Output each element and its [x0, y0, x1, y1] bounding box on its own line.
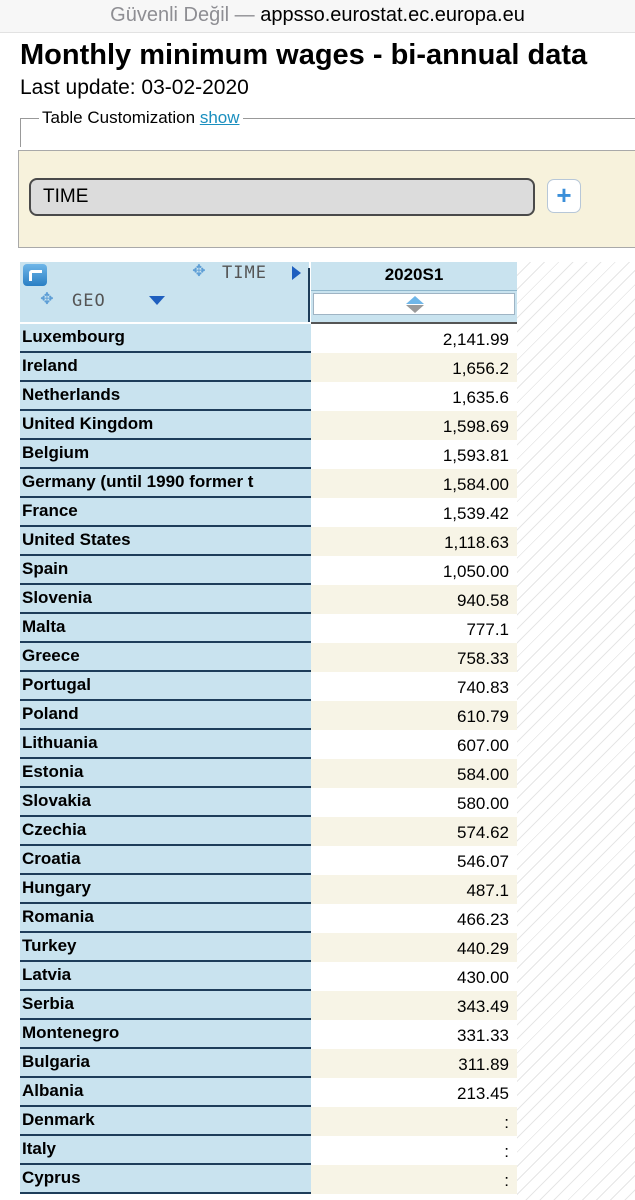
row-value-cell: 311.89 [311, 1049, 517, 1078]
table-header-dimensions [20, 262, 309, 322]
row-value-cell: : [311, 1136, 517, 1165]
row-country-label[interactable]: France [20, 498, 311, 527]
row-country-label[interactable]: Italy [20, 1136, 311, 1165]
table-row [20, 875, 517, 904]
table-row [20, 527, 517, 556]
table-row [20, 498, 517, 527]
move-time-icon[interactable]: ✥ [192, 263, 206, 280]
row-country-label[interactable]: Slovenia [20, 585, 311, 614]
header-divider [308, 268, 310, 322]
row-value-cell: 487.1 [311, 875, 517, 904]
geo-dropdown-arrow-icon[interactable] [149, 296, 165, 305]
row-value-cell: 1,584.00 [311, 469, 517, 498]
row-value-cell: 940.58 [311, 585, 517, 614]
move-geo-icon[interactable]: ✥ [40, 291, 54, 308]
show-customization-link[interactable]: show [199, 108, 240, 127]
table-customization-legend [39, 108, 243, 128]
row-country-label[interactable]: Latvia [20, 962, 311, 991]
expand-time-arrow-icon[interactable] [292, 266, 301, 280]
last-update: Last update: 03-02-2020 [20, 76, 249, 99]
table-row [20, 411, 517, 440]
row-value-cell: 574.62 [311, 817, 517, 846]
row-country-label[interactable]: United States [20, 527, 311, 556]
row-value-cell: 610.79 [311, 701, 517, 730]
row-value-cell: 584.00 [311, 759, 517, 788]
table-row [20, 1165, 517, 1194]
table-row [20, 382, 517, 411]
row-country-label[interactable]: United Kingdom [20, 411, 311, 440]
table-row [20, 556, 517, 585]
row-value-cell: 546.07 [311, 846, 517, 875]
dimension-area [18, 150, 635, 248]
row-country-label[interactable]: Greece [20, 643, 311, 672]
table-row [20, 1049, 517, 1078]
row-value-cell: 1,118.63 [311, 527, 517, 556]
row-country-label[interactable]: Cyprus [20, 1165, 311, 1194]
row-value-cell: 331.33 [311, 1020, 517, 1049]
table-row [20, 1020, 517, 1049]
row-country-label[interactable]: Serbia [20, 991, 311, 1020]
row-country-label[interactable]: Estonia [20, 759, 311, 788]
row-value-cell: : [311, 1165, 517, 1194]
row-value-cell: 1,539.42 [311, 498, 517, 527]
table-row [20, 904, 517, 933]
row-value-cell: 1,050.00 [311, 556, 517, 585]
row-value-cell: 740.83 [311, 672, 517, 701]
table-row [20, 353, 517, 382]
row-country-label[interactable]: Bulgaria [20, 1049, 311, 1078]
sort-control[interactable] [313, 293, 515, 315]
row-value-cell: : [311, 1107, 517, 1136]
row-country-label[interactable]: Romania [20, 904, 311, 933]
geo-dimension-label: GEO [72, 291, 106, 311]
row-value-cell: 1,656.2 [311, 353, 517, 382]
sort-descending-icon[interactable] [406, 305, 424, 313]
row-value-cell: 2,141.99 [311, 324, 517, 353]
row-value-cell: 343.49 [311, 991, 517, 1020]
table-row [20, 614, 517, 643]
column-header-2020s1 [311, 262, 517, 322]
table-row [20, 788, 517, 817]
row-value-cell: 213.45 [311, 1078, 517, 1107]
row-country-label[interactable]: Portugal [20, 672, 311, 701]
table-row [20, 440, 517, 469]
table-row [20, 846, 517, 875]
column-title: 2020S1 [311, 262, 517, 291]
table-row [20, 1107, 517, 1136]
row-value-cell: 580.00 [311, 788, 517, 817]
row-country-label[interactable]: Montenegro [20, 1020, 311, 1049]
table-row [20, 991, 517, 1020]
page-title: Monthly minimum wages - bi-annual data [20, 39, 588, 71]
table-row [20, 759, 517, 788]
sort-ascending-icon[interactable] [406, 296, 424, 304]
row-country-label[interactable]: Czechia [20, 817, 311, 846]
row-country-label[interactable]: Belgium [20, 440, 311, 469]
row-country-label[interactable]: Croatia [20, 846, 311, 875]
table-row [20, 672, 517, 701]
row-value-cell: 430.00 [311, 962, 517, 991]
row-country-label[interactable]: Hungary [20, 875, 311, 904]
table-row [20, 1136, 517, 1165]
table-row [20, 585, 517, 614]
table-row [20, 324, 517, 353]
row-country-label[interactable]: Denmark [20, 1107, 311, 1136]
add-dimension-button[interactable]: + [547, 179, 581, 213]
row-country-label[interactable]: Netherlands [20, 382, 311, 411]
table-row [20, 701, 517, 730]
address-separator: — [234, 4, 255, 26]
address-bar[interactable] [0, 0, 635, 33]
table-body [20, 324, 517, 1194]
empty-table-area [517, 262, 635, 1200]
row-country-label[interactable]: Germany (until 1990 former t [20, 469, 311, 498]
row-value-cell: 1,593.81 [311, 440, 517, 469]
row-value-cell: 466.23 [311, 904, 517, 933]
table-customization-label: Table Customization [42, 108, 196, 127]
row-country-label[interactable]: Albania [20, 1078, 311, 1107]
row-value-cell: 607.00 [311, 730, 517, 759]
row-country-label[interactable]: Poland [20, 701, 311, 730]
row-value-cell: 777.1 [311, 614, 517, 643]
page-header [20, 38, 635, 102]
row-country-label[interactable]: Luxembourg [20, 324, 311, 353]
row-country-label[interactable]: Malta [20, 614, 311, 643]
row-country-label[interactable]: Turkey [20, 933, 311, 962]
table-options-icon[interactable] [23, 264, 47, 286]
row-country-label[interactable]: Spain [20, 556, 311, 585]
row-value-cell: 1,635.6 [311, 382, 517, 411]
row-value-cell: 1,598.69 [311, 411, 517, 440]
security-status: Güvenli Değil [110, 4, 230, 26]
table-row [20, 643, 517, 672]
table-row [20, 933, 517, 962]
table-row [20, 817, 517, 846]
table-row [20, 469, 517, 498]
table-row [20, 962, 517, 991]
row-country-label[interactable]: Ireland [20, 353, 311, 382]
row-value-cell: 758.33 [311, 643, 517, 672]
table-customization-fieldset [20, 108, 635, 147]
address-host: appsso.eurostat.ec.europa.eu [260, 4, 525, 26]
table-row [20, 1078, 517, 1107]
row-country-label[interactable]: Slovakia [20, 788, 311, 817]
row-country-label[interactable]: Lithuania [20, 730, 311, 759]
table-row [20, 730, 517, 759]
time-dimension-label: TIME [222, 263, 267, 283]
row-value-cell: 440.29 [311, 933, 517, 962]
time-dimension-pill[interactable]: TIME [29, 178, 535, 216]
